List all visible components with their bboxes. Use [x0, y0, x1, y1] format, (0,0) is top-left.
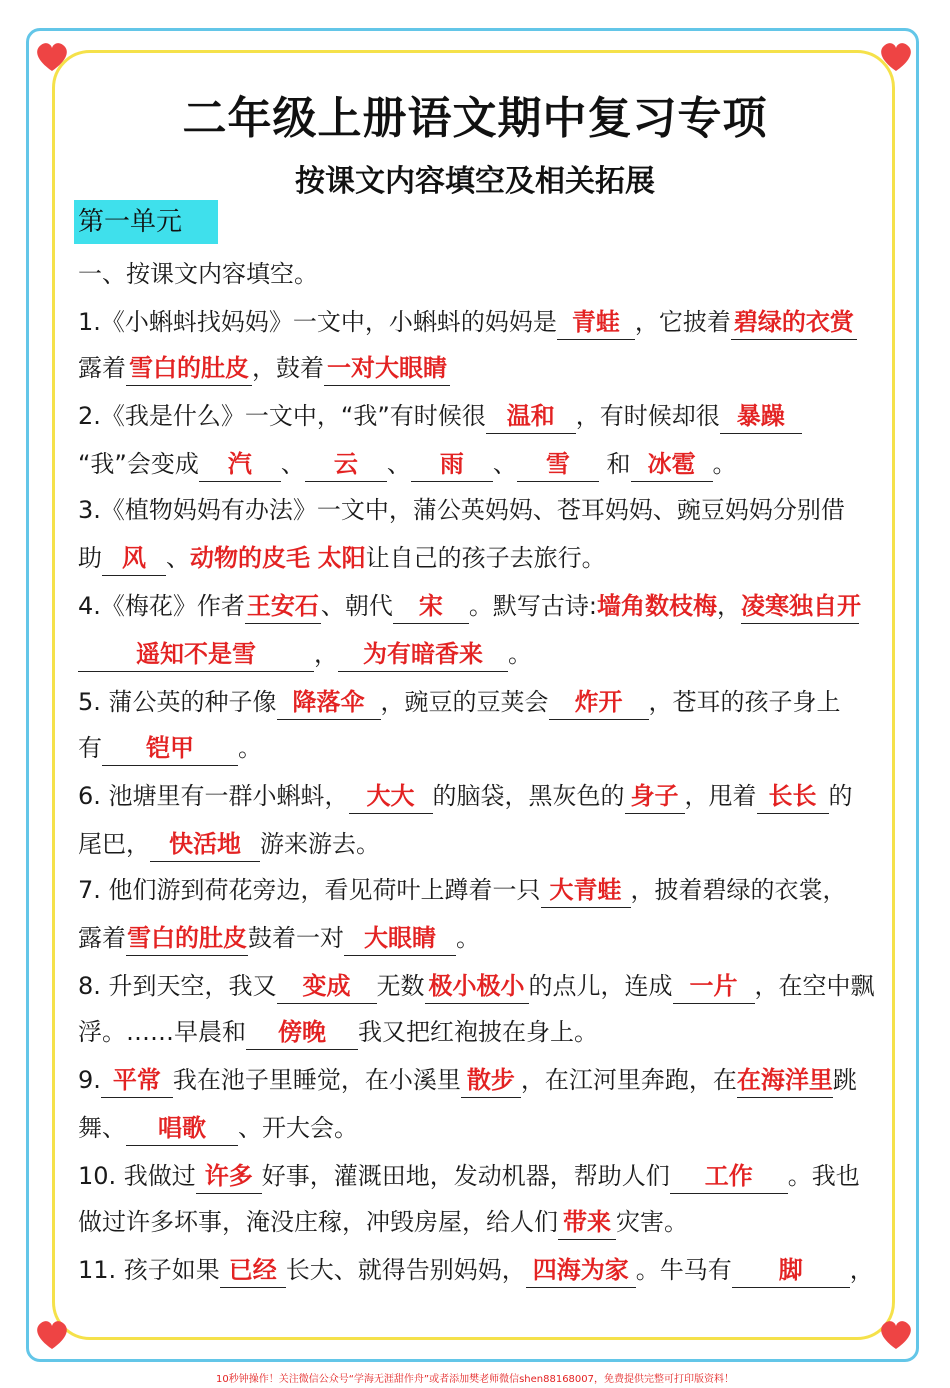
- q6-blank2: 身子: [625, 779, 685, 814]
- q1-blank2: 碧绿的衣赏: [731, 305, 857, 340]
- q8-blank1: 变成: [277, 969, 377, 1004]
- q11-blank3: 脚: [732, 1253, 850, 1288]
- q1-blank1: 青蛙: [557, 305, 635, 340]
- q9-blank2: 散步: [461, 1063, 521, 1098]
- q2-blank5: 雨: [411, 447, 493, 482]
- q10-blank3: 带来: [558, 1205, 616, 1240]
- q1-line1: 1.《小蝌蚪找妈妈》一文中，小蝌蚪的妈妈是 青蛙 ，它披着 碧绿的衣赏: [78, 302, 857, 342]
- page-subtitle: 按课文内容填空及相关拓展: [295, 164, 655, 199]
- q10-blank1: 许多: [196, 1159, 262, 1194]
- q8-blank2: 极小极小: [425, 969, 529, 1004]
- q9-blank4: 唱歌: [126, 1111, 238, 1146]
- q10-line2: 做过许多坏事，淹没庄稼，冲毁房屋，给人们 带来 灾害。: [78, 1202, 688, 1242]
- q11-blank1: 已经: [220, 1253, 286, 1288]
- q6-blank1: 大大: [349, 779, 433, 814]
- q10-line1: 10. 我做过 许多 好事，灌溉田地，发动机器，帮助人们 工作 。我也: [78, 1156, 860, 1196]
- q2-blank7: 冰雹: [631, 447, 713, 482]
- unit-tag: 第一单元: [74, 200, 218, 244]
- q9-blank3: 在海洋里: [737, 1063, 833, 1098]
- q10-blank2: 工作: [670, 1159, 788, 1194]
- q4-blank6: 为有暗香来: [338, 637, 508, 672]
- q4-line2: 遥知不是雪 ， 为有暗香来 。: [78, 634, 532, 674]
- q4-blank2: 宋: [393, 589, 469, 624]
- q6-line2: 尾巴， 快活地 游来游去。: [78, 824, 380, 864]
- q4-line1: 4.《梅花》作者王安石、朝代 宋 。默写古诗:墙角数枝梅，凌寒独自开: [78, 586, 859, 626]
- q9-line2: 舞、 唱歌 、开大会。: [78, 1108, 358, 1148]
- q1-blank3: 雪白的肚皮: [126, 351, 252, 386]
- q7-blank2: 雪白的肚皮: [126, 921, 248, 956]
- q4-blank1: 王安石: [245, 589, 321, 624]
- q5-blank1: 降落伞: [277, 685, 381, 720]
- page-title: 二年级上册语文期中复习专项: [182, 93, 768, 144]
- q2-blank6: 雪: [517, 447, 599, 482]
- q3-answer3: 太阳: [317, 544, 366, 572]
- q5-line2: 有 铠甲 。: [78, 728, 262, 768]
- q6-blank3: 长长: [757, 779, 829, 814]
- q3-line2: 助 风 、动物的皮毛 太阳让自己的孩子去旅行。: [78, 538, 606, 578]
- q2-blank4: 云: [305, 447, 387, 482]
- q6-blank4: 快活地: [150, 827, 260, 862]
- q4-blank5: 遥知不是雪: [78, 637, 314, 672]
- q6-line1: 6. 池塘里有一群小蝌蚪， 大大 的脑袋，黑灰色的 身子 ，甩着 长长 的: [78, 776, 853, 816]
- q7-blank3: 大眼睛: [344, 921, 456, 956]
- q5-line1: 5. 蒲公英的种子像 降落伞 ，豌豆的豆荚会 炸开 ，苍耳的孩子身上: [78, 682, 841, 722]
- q5-blank2: 炸开: [549, 685, 649, 720]
- q5-blank3: 铠甲: [102, 731, 238, 766]
- q2-blank1: 温和: [486, 399, 576, 434]
- heart-icon-top-left: [32, 36, 72, 76]
- q2-line1: 2.《我是什么》一文中，“我”有时候很 温和 ，有时候却很 暴躁: [78, 396, 802, 436]
- q4-blank4: 凌寒独自开: [741, 589, 859, 624]
- heart-icon-bottom-right: [876, 1314, 916, 1354]
- q1-text: 1.《小蝌蚪找妈妈》一文中，小蝌蚪的妈妈是: [78, 308, 557, 336]
- section-heading: 一、按课文内容填空。: [78, 260, 318, 288]
- q7-line2: 露着雪白的肚皮鼓着一对 大眼睛 。: [78, 918, 480, 958]
- q2-blank2: 暴躁: [720, 399, 802, 434]
- q1-blank4: 一对大眼睛: [324, 351, 450, 386]
- q3-line1: 3.《植物妈妈有办法》一文中，蒲公英妈妈、苍耳妈妈、豌豆妈妈分别借: [78, 496, 845, 524]
- q11-line1: 11. 孩子如果 已经 长大、就得告别妈妈， 四海为家 。牛马有 脚 ，: [78, 1250, 874, 1290]
- q3-blank1: 风: [102, 541, 166, 576]
- q7-blank1: 大青蛙: [541, 873, 631, 908]
- q2-blank3: 汽: [199, 447, 281, 482]
- footer-note: 10秒钟操作！关注微信公众号“学海无涯甜作舟”或者添加樊老师微信shen88168007，免费提供完整可打印版资料！: [215, 1374, 735, 1385]
- q2-line2: “我”会变成 汽 、 云 、 雨 、 雪 和 冰雹 。: [78, 444, 737, 484]
- q7-line1: 7. 他们游到荷花旁边，看见荷叶上蹲着一只 大青蛙 ，披着碧绿的衣裳，: [78, 870, 847, 910]
- q8-line2: 浮。……早晨和 傍晚 我又把红袍披在身上。: [78, 1012, 598, 1052]
- q8-blank3: 一片: [673, 969, 755, 1004]
- heart-icon-bottom-left: [32, 1314, 72, 1354]
- q9-blank1: 平常: [101, 1063, 173, 1098]
- q9-line1: 9. 平常 我在池子里睡觉，在小溪里 散步 ，在江河里奔跑，在在海洋里跳: [78, 1060, 857, 1100]
- q8-blank4: 傍晚: [246, 1015, 358, 1050]
- q3-answer2: 动物的皮毛: [190, 544, 310, 572]
- q11-blank2: 四海为家: [526, 1253, 636, 1288]
- q4-answer3: 墙角数枝梅: [597, 592, 717, 620]
- q1-line2: 露着 雪白的肚皮 ，鼓着 一对大眼睛: [78, 348, 450, 388]
- heart-icon-top-right: [876, 36, 916, 76]
- q8-line1: 8. 升到天空，我又 变成 无数 极小极小 的点儿，连成 一片 ，在空中飘: [78, 966, 875, 1006]
